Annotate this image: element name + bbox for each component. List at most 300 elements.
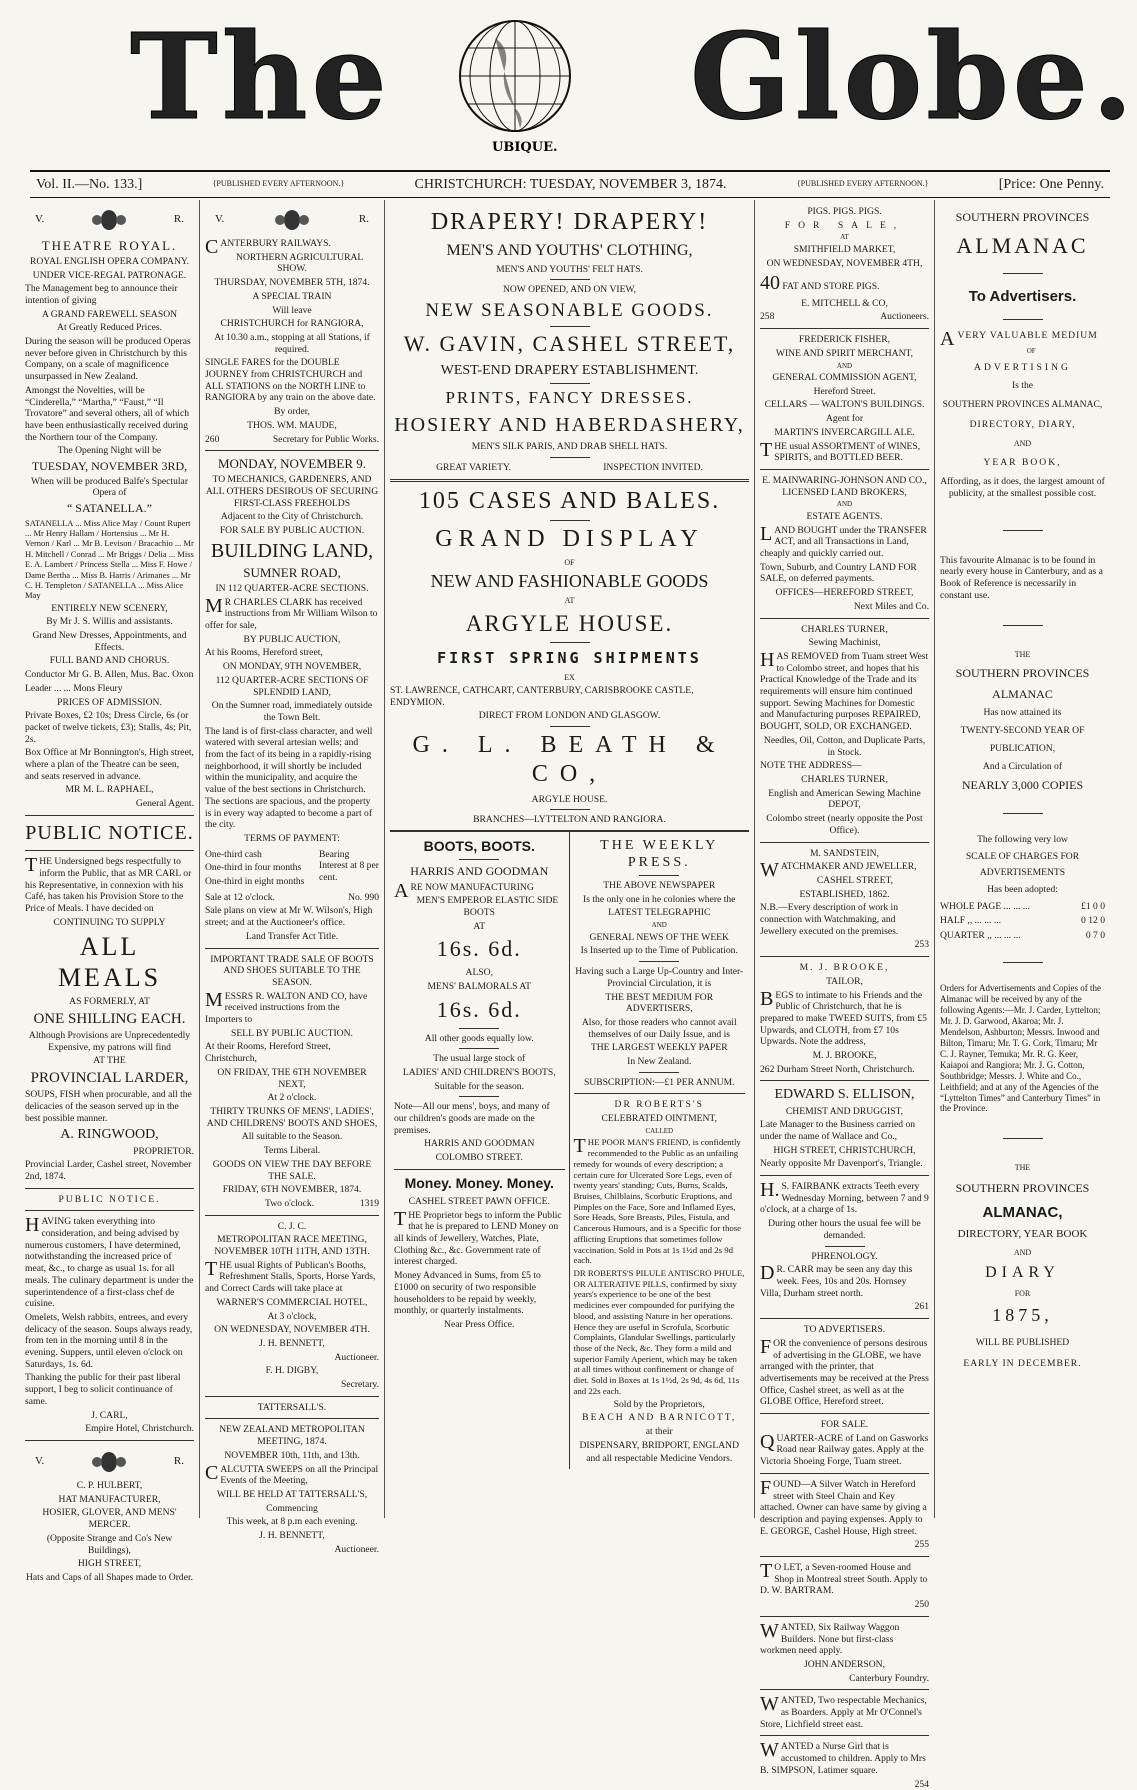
paragraph: GENERAL NEWS OF THE WEEK (589, 931, 729, 943)
paragraph: And a Circulation of (982, 760, 1063, 772)
paragraph: CALLED (645, 1126, 674, 1135)
paragraph: IN 112 QUARTER-ACRE SECTIONS. (215, 582, 369, 594)
patronage: UNDER VICE-REGAL PATRONAGE. (32, 269, 187, 281)
paragraph: E. MAINWARING-JOHNSON AND CO., LICENSED LAND BROKERS, (762, 475, 927, 498)
paragraph: ADVERTISING (974, 361, 1071, 373)
paragraph: Amongst the Novelties, will be “Cinderella,” “Martha,” “Faust,” “Il Trovatore” and several others, all of which have been enthusiastically received during the Northern tour of the Company. (25, 384, 190, 443)
divider (25, 815, 194, 816)
railway-heading: CANTERBURY RAILWAYS. (205, 236, 331, 258)
paragraph: Although Provisions are Unprecedentedly Expensive, my patrons will find (28, 1029, 191, 1053)
paragraph: DISPENSARY, BRIDPORT, ENGLAND (579, 1439, 740, 1451)
divider (760, 1735, 929, 1736)
divider (639, 1072, 679, 1073)
paragraph: To Advertisers. (968, 288, 1077, 306)
paragraph: PUBLICATION, (989, 742, 1056, 754)
rate-row (940, 901, 1105, 913)
paragraph: 262 Durham Street North, Christchurch. (760, 1063, 915, 1075)
paragraph: BY PUBLIC AUCTION, (243, 633, 341, 645)
paragraph: Colombo street (nearly opposite the Post Office). (766, 813, 923, 836)
rates-table (940, 901, 1105, 942)
paragraph: EX (564, 673, 575, 683)
paragraph: AND (836, 500, 853, 509)
admission-heading: PRICES OF ADMISSION. (57, 696, 162, 708)
land-heading: BUILDING LAND, (210, 539, 374, 562)
paragraph: CONTINUING TO SUPPLY (53, 916, 166, 928)
paragraph: PIGS. PIGS. PIGS. (807, 206, 882, 217)
address: Empire Hotel, Christchurch. (85, 1423, 194, 1435)
paragraph: WINE AND SPIRIT MERCHANT, (775, 347, 914, 359)
crest-letter: V. (35, 1455, 45, 1468)
paragraph: WANTED, Six Railway Waggon Builders. None but first-class workmen need apply. (760, 1619, 900, 1657)
divider (1003, 530, 1043, 531)
paragraph: Sale plans on view at Mr W. Wilson's, High street; and at the Auctioneer's office. (205, 905, 373, 929)
ad-number: 250 (914, 1599, 929, 1611)
paragraph: HIGH STREET, CHRISTCHURCH, (773, 1144, 916, 1156)
column-3 (385, 200, 755, 1518)
divider (205, 1215, 379, 1216)
paragraph: Hats and Caps of all Shapes made to Order. (25, 1571, 194, 1583)
paragraph: NEW SEASONABLE GOODS. (425, 300, 714, 322)
ad-number: 1319 (359, 1197, 379, 1209)
paragraph: All other goods equally low. (424, 1032, 534, 1044)
paragraph: METROPOLITAN RACE MEETING, NOVEMBER 10TH 11TH, AND 13TH. (214, 1234, 370, 1258)
paragraph: CALCUTTA SWEEPS on all the Principal Events of the Meeting, (205, 1461, 379, 1487)
paragraph: BEACH AND BARNICOTT, (582, 1412, 737, 1424)
divider (1003, 625, 1043, 626)
ad-number: 261 (914, 1301, 929, 1313)
price: [Price: One Penny. (998, 176, 1104, 192)
paragraph: MENS' BALMORALS AT (427, 980, 532, 992)
paragraph: CHRISTCHURCH for RANGIORA, (220, 318, 364, 330)
paragraph: Commencing (266, 1502, 318, 1514)
royal-crest (205, 204, 379, 236)
paragraph: Also, for those readers who cannot avail themselves of our Daily Issue, and is (581, 1016, 737, 1040)
almanac-heading: ALMANAC (956, 232, 1089, 258)
paragraph: HAVING taken everything into consideration, and being advised by numerous customers, I have determined, notwithstanding the increased price of meat, &c., to charge as usual 1s. for all meals. The culinary department is under the superintendence of a first-class chef de cuisine. (25, 1214, 194, 1310)
interest: Bearing Interest at 8 per cent. (319, 848, 379, 884)
paragraph: NOTE THE ADDRESS— (760, 760, 862, 772)
opening-note: The Opening Night will be (57, 445, 162, 457)
paragraph: LATEST TELEGRAPHIC (608, 907, 711, 919)
paragraph: Late Manager to the Business carried on under the name of Wallace and Co., (760, 1119, 916, 1142)
divider (205, 450, 379, 451)
divider (390, 479, 749, 482)
paragraph: Box Office at Mr Bonnington's, High street, where a plan of the Theatre can be seen, and seats reserved in advance. (25, 747, 194, 782)
paragraph: GOODS ON VIEW THE DAY BEFORE THE SALE. (212, 1158, 372, 1182)
paragraph: THE BEST MEDIUM FOR ADVERTISERS, (605, 991, 714, 1015)
divider (1003, 273, 1043, 274)
paragraph: THE usual ASSORTMENT of WINES, SPIRITS, and BOTTLED BEER. (760, 438, 921, 464)
sale-line (205, 892, 379, 904)
paragraph: CHARLES TURNER, (801, 623, 888, 635)
columns (20, 200, 1110, 1790)
divider (760, 1689, 929, 1690)
divider (1003, 962, 1043, 963)
paragraph: SOUTHERN PROVINCES (955, 1181, 1090, 1196)
ad-number: 260 (205, 433, 220, 445)
divider (760, 469, 929, 470)
divider (760, 1175, 929, 1176)
divider (25, 1210, 194, 1211)
paragraph: TATTERSALL'S. (257, 1401, 327, 1413)
crest-letter: V. (215, 213, 225, 226)
paragraph: WILL BE HELD AT TATTERSALL'S, (216, 1488, 368, 1500)
paragraph: WARNER'S COMMERCIAL HOTEL, (216, 1296, 368, 1308)
notice-heading: PUBLIC NOTICE. (58, 1193, 161, 1205)
paragraph: DIRECTORY, YEAR BOOK (957, 1228, 1088, 1241)
ad-number: No. 990 (348, 891, 379, 903)
paragraph: E. MITCHELL & CO, (801, 297, 888, 309)
sale-time: Sale at 12 o'clock. (205, 891, 275, 903)
paragraph: SUMNER ROAD, (243, 565, 341, 581)
paragraph: At his Rooms, Hereford street, (205, 647, 323, 659)
paragraph: In New Zealand. (627, 1056, 692, 1068)
boots-ad (390, 832, 570, 1469)
divider (760, 1318, 929, 1319)
agent-name: MR M. L. RAPHAEL, (65, 784, 154, 796)
paragraph: M. J. BROOKE, (812, 1050, 877, 1062)
paragraph: At 10.30 a.m., stopping at all Stations, if required. (214, 331, 370, 355)
paragraph: DIRECT FROM LONDON AND GLASGOW. (478, 710, 661, 722)
paragraph: CHARLES TURNER, (801, 774, 888, 785)
signature-title: Auctioneer. (334, 1543, 379, 1555)
royal-arms-icon (87, 1448, 131, 1476)
inspection: INSPECTION INVITED. (603, 462, 703, 474)
paragraph: Note—All our mens', boys, and many of our children's goods are made on the premises. (394, 1101, 550, 1136)
paragraph: When will be produced Balfe's Spectular Opera of (30, 475, 189, 499)
date-heading: MONDAY, NOVEMBER 9. (217, 456, 367, 472)
paragraph: FOR SALE BY PUBLIC AUCTION. (219, 524, 365, 536)
paragraph: The following very low (977, 833, 1068, 845)
ad-number: 255 (914, 1539, 929, 1551)
divider (574, 1093, 746, 1094)
paragraph: Near Press Office. (444, 1318, 515, 1330)
paragraph: SUBSCRIPTION:—£1 PER ANNUM. (583, 1076, 735, 1088)
divider (205, 1418, 379, 1419)
paragraph: THE POOR MAN'S FRIEND, is confidently recommended to the Public as an unfailing remedy for wounds of every description; a certain cure for Ulcerated Sore Legs, even of twenty years' standing; Cuts, Burns, Scalds, Bruises, Chilblains, Scorbutic Eruptions, and Pimples on the Face, Sore and Inflamed Eyes, Sore Heads, Sore Breasts, Piles, Fistula, and Cancerous Humours, and is a Specific for those afflicting Eruptions that sometimes follow vaccination. Sold in Pots at 1s 1½d and 2s 9d each. (573, 1135, 742, 1266)
paragraph: QUARTER-ACRE of Land on Gasworks Road near Railway gates. Apply at the Victoria Shoeing Forge, Tuam street. (760, 1430, 929, 1468)
variety: GREAT VARIETY. (436, 462, 512, 474)
sign-line (205, 434, 379, 446)
divider (550, 809, 590, 810)
paragraph: FOR SALE. (820, 1419, 869, 1431)
paragraph: ALMANAC, (982, 1203, 1063, 1221)
divider (205, 1396, 379, 1397)
paragraph: THE usual Rights of Publican's Booths, Refreshment Stalls, Sports, Horse Yards, and Correct Cards will take place at (205, 1257, 376, 1295)
paragraph: THE Undersigned begs respectfully to inform the Public, that as MR CARL or his Representative, in connexion with his Café, has taken his Provision Store to the Price of Meals. I have decided on (25, 854, 192, 915)
paragraph: All suitable to the Season. (241, 1131, 343, 1143)
scenery: ENTIRELY NEW SCENERY, (51, 602, 168, 614)
scenery-credit: By Mr J. S. Willis and assistants. (46, 616, 173, 628)
paragraph: M. J. BROOKE, (799, 962, 890, 974)
paragraph: THE (1014, 650, 1031, 660)
paragraph: Sold by the Proprietors, (613, 1398, 705, 1410)
paragraph: DIARY (985, 1264, 1060, 1282)
signature: J. H. BENNETT, (259, 1337, 325, 1349)
paragraph: WANTED, Two respectable Mechanics, as Boarders. Apply at Mr O'Connel's Store, Lichfield street east. (760, 1693, 927, 1730)
paragraph: ADVERTISEMENTS (979, 867, 1066, 879)
price: 16s. 6d. (436, 996, 522, 1022)
leader: Leader ... ... Mons Fleury (25, 682, 123, 694)
paragraph: SCALE OF CHARGES FOR (965, 850, 1080, 862)
royal-arms-icon (87, 206, 131, 234)
paragraph: During the season will be produced Operas never before given in Christchurch by this Company, on a scale of magnificence unsurpassed in New Zealand. (25, 336, 191, 383)
paragraph: AND (836, 361, 853, 370)
paragraph: EARLY IN DECEMBER. (963, 1358, 1082, 1370)
motto: UBIQUE. (492, 140, 558, 155)
rate-label: HALF ,, ... ... ... (940, 915, 1002, 927)
season-title: A GRAND FAREWELL SEASON (41, 308, 178, 320)
paragraph: THE Proprietor begs to inform the Public that he is prepared to LEND Money on all kinds of Jewellery, Watches, Plate, Clothing &c., &c. Government rate of interest charged. (394, 1207, 562, 1268)
divider (760, 1413, 929, 1414)
paragraph: MEN'S AND YOUTHS' FELT HATS. (496, 263, 643, 275)
paragraph: GENERAL COMMISSION AGENT, (772, 372, 917, 384)
paragraph: AS FORMERLY, AT (69, 995, 150, 1007)
globe-emblem-icon (440, 8, 590, 158)
rate-label: QUARTER ,, ... ... ... (940, 930, 1021, 942)
paragraph: Town, Suburb, and Country LAND FOR SALE, on deferred payments. (760, 561, 917, 585)
paragraph: TAILOR, (826, 975, 863, 987)
divider (25, 1440, 194, 1441)
rate-label: WHOLE PAGE ... ... ... (940, 900, 1030, 912)
sale-time: Two o'clock. (265, 1197, 315, 1209)
masthead (0, 0, 1137, 170)
paragraph: MARTIN'S INVERCARGILL ALE. (774, 426, 915, 438)
sign-line (760, 311, 929, 323)
lower-subcolumns (390, 830, 749, 1469)
divider (550, 642, 590, 643)
paragraph: IMPORTANT TRADE SALE OF BOOTS AND SHOES SUITABLE TO THE SEASON. (210, 953, 374, 988)
paragraph: Next Miles and Co. (853, 600, 929, 612)
paragraph: MEN'S SILK PARIS, AND DRAB SHELL HATS. (471, 441, 668, 453)
paragraph: TWENTY-SECOND YEAR OF (960, 725, 1085, 737)
divider (760, 1556, 929, 1557)
paragraph: A SPECIAL TRAIN (252, 290, 332, 302)
paragraph: Is the (1011, 379, 1034, 391)
paragraph: Terms Liberal. (263, 1145, 321, 1157)
paragraph: HAS REMOVED from Tuam street West to Colombo street, and hopes that his Practical Knowledge of the Trade and its requirements will ensure him continued support. Sewing Machines for Domestic and Manufacturing purposes REPAIRED, BOUGHT, SOLD, OR EXCHANGED. (760, 648, 929, 733)
signature: J. CARL, (91, 1409, 128, 1421)
paragraph: AT (840, 233, 849, 242)
publication-note: {PUBLISHED EVERY AFTERNOON.} (796, 179, 929, 189)
rate-value: 0 12 0 (1081, 915, 1105, 927)
paragraph: HIGH STREET, (77, 1558, 142, 1570)
crest-letter: R. (173, 213, 184, 226)
divider (550, 726, 590, 727)
divider (639, 961, 679, 962)
paragraph: Nearly opposite Mr Davenport's, Triangle. (760, 1158, 923, 1170)
signature: THOS. WM. MAUDE, (247, 419, 337, 431)
paragraph: PRINTS, FANCY DRESSES. (445, 388, 694, 408)
weekly-press-ad (570, 832, 750, 1469)
paragraph: Provincial Larder, Cashel street, November 2nd, 1874. (25, 1159, 192, 1182)
paragraph: LADIES' AND CHILDREN'S BOOTS, (402, 1066, 556, 1078)
paragraph: WILL BE PUBLISHED (975, 1336, 1070, 1348)
paragraph: NEW ZEALAND METROPOLITAN MEETING, 1874. (219, 1424, 365, 1448)
royal-arms-icon (270, 206, 314, 234)
variety-line (390, 462, 749, 474)
paragraph: Auctioneers. (880, 311, 929, 323)
masthead-title-right: Globe. (690, 7, 1137, 146)
paragraph: ESTABLISHED, 1862. (799, 888, 890, 900)
agent-title: General Agent. (135, 798, 194, 810)
divider (550, 279, 590, 280)
paragraph: ON WEDNESDAY, NOVEMBER 4TH, (766, 257, 923, 269)
paragraph: Hereford Street. (813, 385, 876, 397)
proprietor-title: PROPRIETOR. (133, 1145, 194, 1157)
notice-heading: PUBLIC NOTICE. (25, 821, 194, 844)
divider (639, 875, 679, 876)
paragraph: NOW OPENED, AND ON VIEW, (502, 284, 637, 296)
paragraph: THE WEEKLY PRESS. (600, 837, 719, 870)
issue-date: CHRISTCHURCH: TUESDAY, NOVEMBER 3, 1874. (414, 176, 727, 192)
paragraph: AND (651, 921, 667, 930)
paragraph: HOSIERY AND HABERDASHERY, (394, 414, 745, 436)
paragraph: MR CHARLES CLARK has received instructions from Mr William Wilson to offer for sale, (205, 594, 378, 631)
paragraph: ALMANAC (992, 686, 1053, 701)
paragraph: DR ROBERTS'S (614, 1099, 704, 1111)
paragraph: AT (564, 596, 575, 606)
paragraph: FOR the convenience of persons desirous of advertising in the GLOBE, we have arranged with the printer, that advertisements may be received at the Press Office, Cashel street, as well as at the GLOBE Office, Hereford street. (760, 1335, 929, 1408)
signature-title: Auctioneer. (334, 1351, 379, 1363)
drapery-heading: DRAPERY! DRAPERY! (430, 209, 709, 235)
paragraph: FIRST SPRING SHIPMENTS (437, 648, 702, 667)
paragraph: SELL BY PUBLIC AUCTION. (231, 1027, 353, 1039)
paragraph: Affording, as it does, the largest amount of publicity, at the smallest possible cost. (940, 476, 1105, 499)
volume-number: Vol. II.—No. 133.] (36, 176, 143, 192)
conductor: Conductor Mr G. B. Allen, Mus. Bac. Oxon (25, 669, 194, 681)
paragraph: DR ROBERTS'S PILULE ANTISCRO PHULE, OR ALTERATIVE PILLS, confirmed by sixty years's experience to be one of the best medicines ever compounded for purifying the blood, and assisting Nature in her operations. Hence they are useful in Scrofula, Scorbutic Complaints, Glandular Swellings, particularly those of the Neck, &c. They form a mild and superior Family Aperient, which may be taken at all times without confinement or change of diet. Sold in Boxes at 1s 1½d, 2s 9d, 4s 6d, 11s and 22s each. (573, 1268, 745, 1396)
paragraph: TO LET, a Seven-roomed House and Shop in Montreal street South. Apply to D. W. BARTRAM. (760, 1560, 928, 1597)
price: 16s. 6d. (436, 936, 522, 962)
paragraph: Land Transfer Act Title. (245, 930, 339, 942)
paragraph: FOUND—A Silver Watch in Hereford street with Steel Chain and Key attached. Owner can have same by giving a description and paying expenses. Apply to E. GEORGE, Cashel House, High street. (760, 1476, 927, 1537)
paragraph: WATCHMAKER AND JEWELLER, (760, 859, 917, 882)
paragraph: DR. CARR may be seen any day this week. Fees, 10s and 20s. Hornsey Villa, Durham street north. (760, 1262, 913, 1299)
paragraph: EDWARD S. ELLISON, (774, 1087, 915, 1103)
rate-row (940, 915, 1105, 927)
paragraph: 112 QUARTER-ACRE SECTIONS OF SPLENDID LAND, (215, 674, 369, 698)
paragraph: THE (1014, 1163, 1031, 1173)
paragraph: TO ADVERTISERS. (803, 1324, 886, 1336)
paragraph: THIRTY TRUNKS OF MENS', LADIES', AND CHILDRENS' BOOTS AND SHOES, (206, 1106, 378, 1129)
terms-table (205, 847, 379, 890)
opera-title: “ SATANELLA.” (66, 501, 153, 516)
divider (550, 383, 590, 384)
paragraph: COLOMBO STREET. (435, 1152, 523, 1164)
paragraph: Omelets, Welsh rabbits, entrees, and every delicacy of the season. Soups always ready, from ten in the morning until 8 in the evening. Suppers, until eleven o'clock on Saturdays, 1s. 6d. (25, 1311, 193, 1370)
paragraph: HOSIER, GLOVER, AND MENS' MERCER. (42, 1507, 177, 1531)
ad-number: 258 (760, 311, 775, 323)
paragraph: Money. Money. Money. (404, 1174, 554, 1191)
paragraph: HAT MANUFACTURER, (58, 1493, 161, 1505)
signature-title: Secretary for Public Works. (272, 433, 379, 445)
paragraph: SOUPS, FISH when procurable, and all the delicacies of the season served up in the best possible manner. (25, 1089, 192, 1124)
paragraph: YEAR BOOK, (983, 456, 1062, 468)
intro-text: The Management beg to announce their intention of giving (25, 283, 178, 306)
meals-heading: ALL MEALS (57, 931, 162, 993)
paragraph: English and American Sewing Machine DEPOT, (768, 787, 921, 811)
paragraph: Has been adopted: (987, 884, 1058, 896)
paragraph: OF (564, 558, 575, 568)
dateline (30, 170, 1110, 198)
paragraph: ALSO, (465, 967, 493, 979)
ad-number: 254 (914, 1778, 929, 1790)
pigs-line (760, 271, 929, 295)
paragraph: Money Advanced in Sums, from £5 to £1000 on security of two responsible householders to be repaid by weekly, monthly, or quarterly instalments. (394, 1270, 541, 1317)
column-4 (755, 200, 935, 1790)
gavin-heading: W. GAVIN, CASHEL STREET, (403, 331, 736, 357)
divider (1003, 813, 1043, 814)
paragraph: AT (473, 920, 486, 932)
paragraph: Orders for Advertisements and Copies of the Almanac will be received by any of the following Agents:—Mr. J. Carder, Lyttelton; Mr. J. D. Garwood, Akaroa; Mr. J. Mendelson, Ashburton; Messrs. Inwood and Bilton, Timaru; Mr. T. G. Cork, Timaru; Mr C. J. Rayner, Temuka; Mr. R. G. Keer, Kaiapoi and Rangiora; Mr. J. G. Cotton, Southbridge; Messrs. J. White and Co., Leithfield; and at any of the Agencies of the “Lyttelton Times” and Canterbury Times” in the Province. (940, 982, 1101, 1114)
paragraph: MEN'S EMPEROR ELASTIC SIDE BOOTS (416, 895, 559, 919)
paragraph: Canterbury Foundry. (849, 1672, 929, 1684)
paragraph: SOUTHERN PROVINCES (955, 666, 1090, 681)
paragraph: HARRIS AND GOODMAN (424, 1138, 535, 1150)
divider (760, 842, 929, 843)
paragraph: ON MONDAY, 9TH NOVEMBER, (222, 661, 362, 673)
rate-value: £1 0 0 (1081, 900, 1105, 912)
paragraph: SMITHFIELD MARKET, (793, 243, 896, 255)
divider (760, 1080, 929, 1081)
paragraph: WEST-END DRAPERY ESTABLISHMENT. (440, 363, 699, 379)
signature-title: Secretary. (341, 1379, 379, 1391)
proprietor-name: A. RINGWOOD, (60, 1127, 159, 1143)
paragraph: SINGLE FARES for the DOUBLE JOURNEY from CHRISTCHURCH and ALL STATIONS on the NORTH LINE to RANGIORA by any train on the above date. (205, 357, 376, 404)
masthead-title-left: The (130, 7, 391, 146)
paragraph: TERMS OF PAYMENT: (244, 832, 340, 844)
divider (825, 1246, 865, 1247)
paragraph: By order, (274, 406, 310, 418)
paragraph: N.B.—Every description of work in connection with Watchmaking, and Jewellery executed on the premises. (760, 902, 899, 937)
paragraph: FREDERICK FISHER, (798, 334, 891, 346)
paragraph: MESSRS R. WALTON AND CO, have received instructions from the Importers to (205, 988, 368, 1026)
signature: F. H. DIGBY, (265, 1365, 319, 1377)
divider (25, 1188, 194, 1189)
paragraph: FOR SALE, (784, 219, 905, 231)
paragraph: ESTATE AGENTS. (806, 510, 883, 522)
crest-letter: R. (173, 1455, 184, 1468)
prices-note: At Greatly Reduced Prices. (57, 322, 162, 334)
paragraph: Needles, Oil, Cotton, and Duplicate Parts, in Stock. (763, 734, 926, 758)
paragraph: LAND BOUGHT under the TRANSFER ACT, and all Transactions in Land, cheaply and quickly carried out. (760, 522, 927, 560)
paragraph: FOR (1014, 1288, 1031, 1298)
terms-list (205, 847, 319, 890)
divider (760, 328, 929, 329)
paragraph: The usual large stock of (433, 1053, 526, 1065)
theatre-heading: THEATRE ROYAL. (41, 238, 178, 253)
paragraph: AT THE (93, 1055, 126, 1067)
paragraph: Will leave (272, 304, 312, 316)
paragraph: MEN'S AND YOUTHS' CLOTHING, (446, 242, 693, 260)
paragraph: Private Boxes, £2 10s; Dress Circle, 6s (or packet of twelve tickets, £3); Stalls, 4s; Pit, 2s. (25, 710, 192, 745)
paragraph: TO MECHANICS, GARDENERS, AND ALL OTHERS DESIROUS OF SECURING FIRST-CLASS FREEHOLDS (205, 474, 379, 509)
column-2 (200, 200, 385, 1555)
divider (550, 326, 590, 327)
paragraph: AVERY VALUABLE MEDIUM (940, 327, 1098, 350)
term: One-third cash (205, 848, 262, 860)
divider (760, 1473, 929, 1474)
paragraph: THURSDAY, NOVEMBER 5TH, 1874. (214, 277, 370, 289)
crest-letter: V. (35, 213, 45, 226)
paragraph: BRANCHES—LYTTELTON AND RANGIORA. (473, 814, 666, 826)
price-heading: ONE SHILLING EACH. (33, 1010, 186, 1027)
cases-heading: 105 CASES AND BALES. (418, 487, 721, 514)
paragraph: M. SANDSTEIN, (809, 847, 880, 859)
paragraph: At their Rooms, Hereford Street, Christchurch, (205, 1041, 331, 1065)
cast-list: SATANELLA ... Miss Alice May / Count Rupert ... Mr Henry Hallam / Hortensius ... Mr H. Vernon / Karl ... Mr B. Levison / Bracachio ... Mr H. Mitchell / Conrad ... Mr Briggs / Delia ... Miss E. A. Lambert / Princess Stella ... Miss F. Howe / Dame Bertha ... Miss B. Harris / Arimanes ... Mr C. H. Templeton / SATANELLA ... Miss Alice May (25, 517, 194, 601)
